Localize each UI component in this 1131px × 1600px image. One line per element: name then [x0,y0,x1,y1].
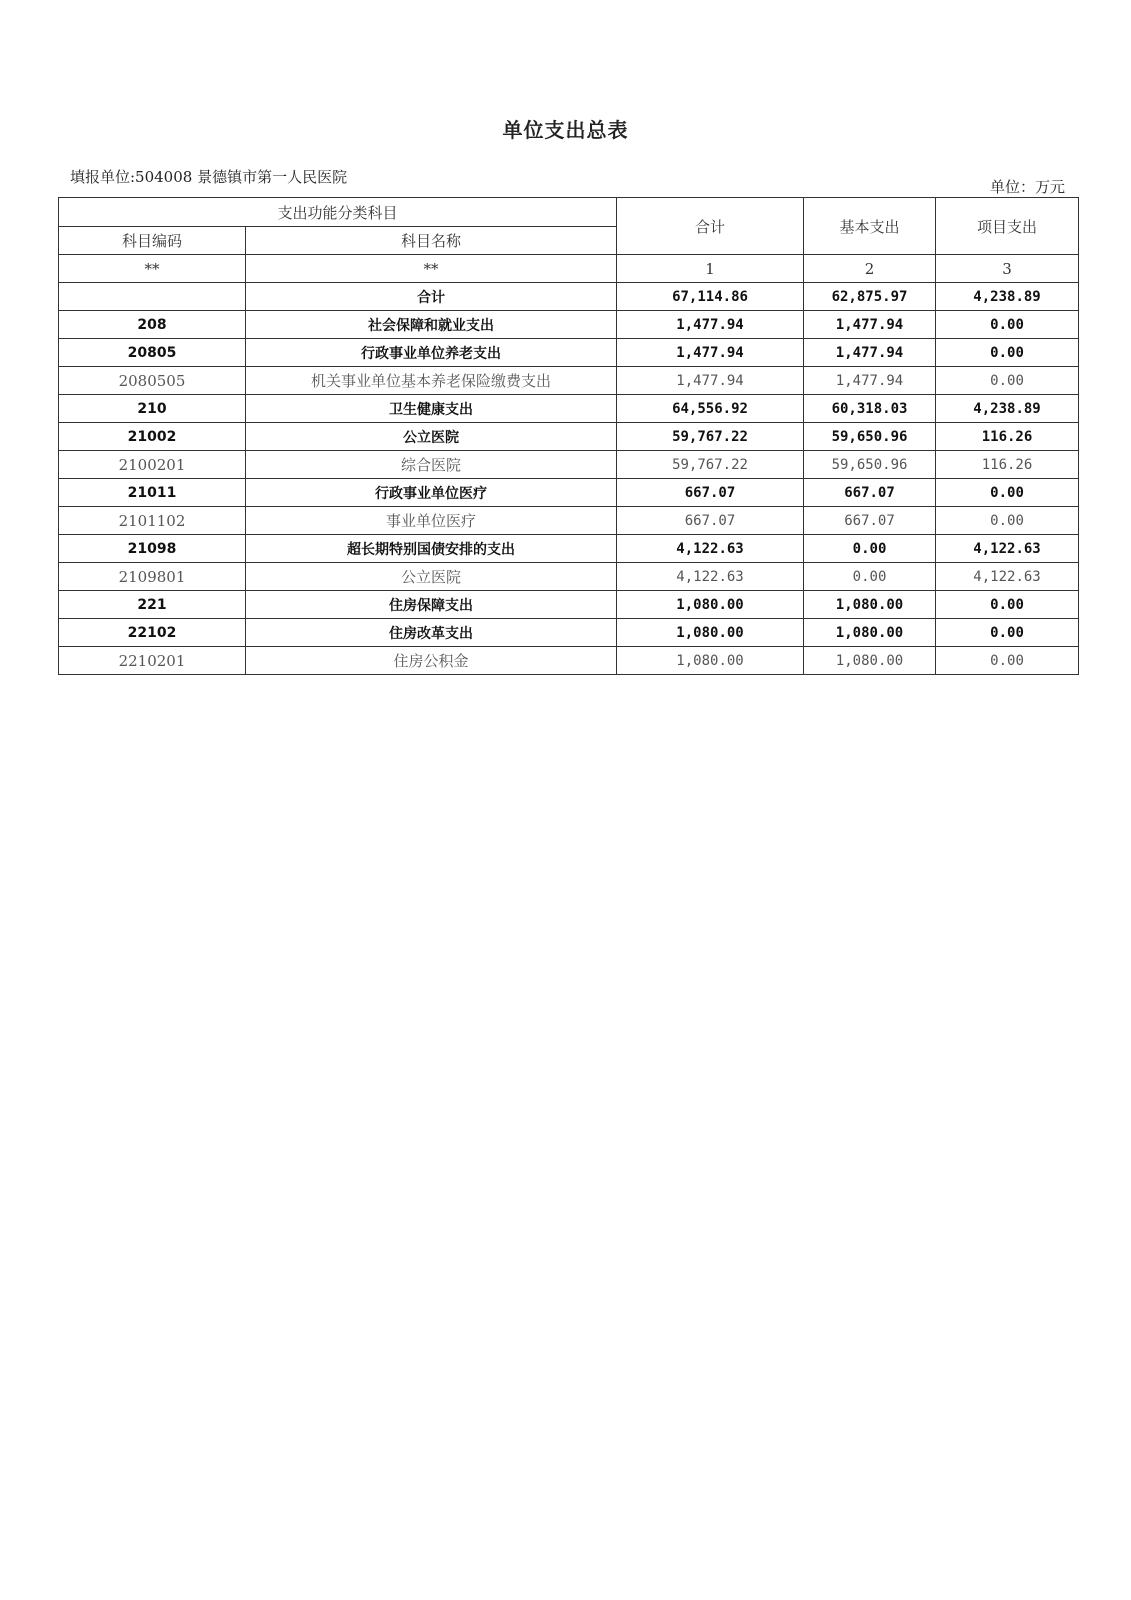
table-row [59,311,1079,339]
row-name: 合计 [246,283,617,311]
row-project-expense: 0.00 [936,647,1079,675]
row-code: 210 [59,395,246,423]
table-row [59,479,1079,507]
row-basic-expense: 62,875.97 [804,283,936,311]
header-total: 合计 [617,198,804,255]
row-basic-expense: 59,650.96 [804,423,936,451]
table-body [59,283,1079,675]
row-project-expense: 0.00 [936,619,1079,647]
row-project-expense: 0.00 [936,339,1079,367]
row-code: 20805 [59,339,246,367]
row-project-expense: 0.00 [936,367,1079,395]
row-project-expense: 4,122.63 [936,535,1079,563]
row-basic-expense: 59,650.96 [804,451,936,479]
header-name: 科目名称 [246,227,617,255]
row-code: 221 [59,591,246,619]
row-total: 64,556.92 [617,395,804,423]
row-name: 住房改革支出 [246,619,617,647]
row-name: 综合医院 [246,451,617,479]
row-name: 住房保障支出 [246,591,617,619]
row-basic-expense: 1,080.00 [804,619,936,647]
row-code: 2101102 [59,507,246,535]
row-total: 59,767.22 [617,451,804,479]
index-code: ** [59,255,246,283]
row-basic-expense: 1,477.94 [804,339,936,367]
row-name: 公立医院 [246,563,617,591]
header-project-expense: 项目支出 [936,198,1079,255]
index-name: ** [246,255,617,283]
row-total: 67,114.86 [617,283,804,311]
row-code: 2100201 [59,451,246,479]
table-row [59,451,1079,479]
row-basic-expense: 0.00 [804,563,936,591]
row-total: 1,080.00 [617,619,804,647]
header-function-category: 支出功能分类科目 [59,198,617,227]
row-code: 22102 [59,619,246,647]
row-project-expense: 116.26 [936,423,1079,451]
currency-unit: 单位：万元 [989,178,1065,196]
table-row [59,339,1079,367]
row-total: 667.07 [617,479,804,507]
reporting-unit: 填报单位:504008 景德镇市第一人民医院 [70,168,348,186]
row-name: 公立医院 [246,423,617,451]
row-project-expense: 4,238.89 [936,283,1079,311]
row-basic-expense: 667.07 [804,479,936,507]
index-basic: 2 [804,255,936,283]
table-row [59,619,1079,647]
row-total: 1,477.94 [617,367,804,395]
row-code: 208 [59,311,246,339]
row-project-expense: 0.00 [936,479,1079,507]
row-name: 事业单位医疗 [246,507,617,535]
row-total: 4,122.63 [617,563,804,591]
row-basic-expense: 60,318.03 [804,395,936,423]
row-project-expense: 0.00 [936,507,1079,535]
row-code: 2109801 [59,563,246,591]
page-title: 单位支出总表 [502,118,629,142]
index-total: 1 [617,255,804,283]
row-basic-expense: 0.00 [804,535,936,563]
row-name: 卫生健康支出 [246,395,617,423]
header-row-group [59,198,1079,227]
table-row [59,367,1079,395]
table-row [59,395,1079,423]
row-total: 1,080.00 [617,591,804,619]
row-code [59,283,246,311]
table-row [59,563,1079,591]
header-code: 科目编码 [59,227,246,255]
row-project-expense: 4,238.89 [936,395,1079,423]
row-total: 1,477.94 [617,311,804,339]
row-basic-expense: 1,080.00 [804,591,936,619]
expense-table [58,197,1079,675]
row-project-expense: 0.00 [936,591,1079,619]
row-project-expense: 116.26 [936,451,1079,479]
row-name: 行政事业单位医疗 [246,479,617,507]
index-row [59,255,1079,283]
table-row [59,647,1079,675]
row-name: 机关事业单位基本养老保险缴费支出 [246,367,617,395]
table-row [59,283,1079,311]
row-total: 1,477.94 [617,339,804,367]
row-code: 21002 [59,423,246,451]
table-row [59,535,1079,563]
row-project-expense: 0.00 [936,311,1079,339]
row-code: 21098 [59,535,246,563]
row-basic-expense: 667.07 [804,507,936,535]
row-name: 住房公积金 [246,647,617,675]
row-name: 超长期特别国债安排的支出 [246,535,617,563]
row-code: 21011 [59,479,246,507]
row-basic-expense: 1,080.00 [804,647,936,675]
row-total: 4,122.63 [617,535,804,563]
row-name: 社会保障和就业支出 [246,311,617,339]
row-code: 2210201 [59,647,246,675]
row-name: 行政事业单位养老支出 [246,339,617,367]
row-code: 2080505 [59,367,246,395]
table-row [59,423,1079,451]
row-basic-expense: 1,477.94 [804,367,936,395]
row-total: 59,767.22 [617,423,804,451]
index-project: 3 [936,255,1079,283]
row-total: 667.07 [617,507,804,535]
row-project-expense: 4,122.63 [936,563,1079,591]
row-basic-expense: 1,477.94 [804,311,936,339]
table-row [59,591,1079,619]
header-basic-expense: 基本支出 [804,198,936,255]
table-row [59,507,1079,535]
row-total: 1,080.00 [617,647,804,675]
